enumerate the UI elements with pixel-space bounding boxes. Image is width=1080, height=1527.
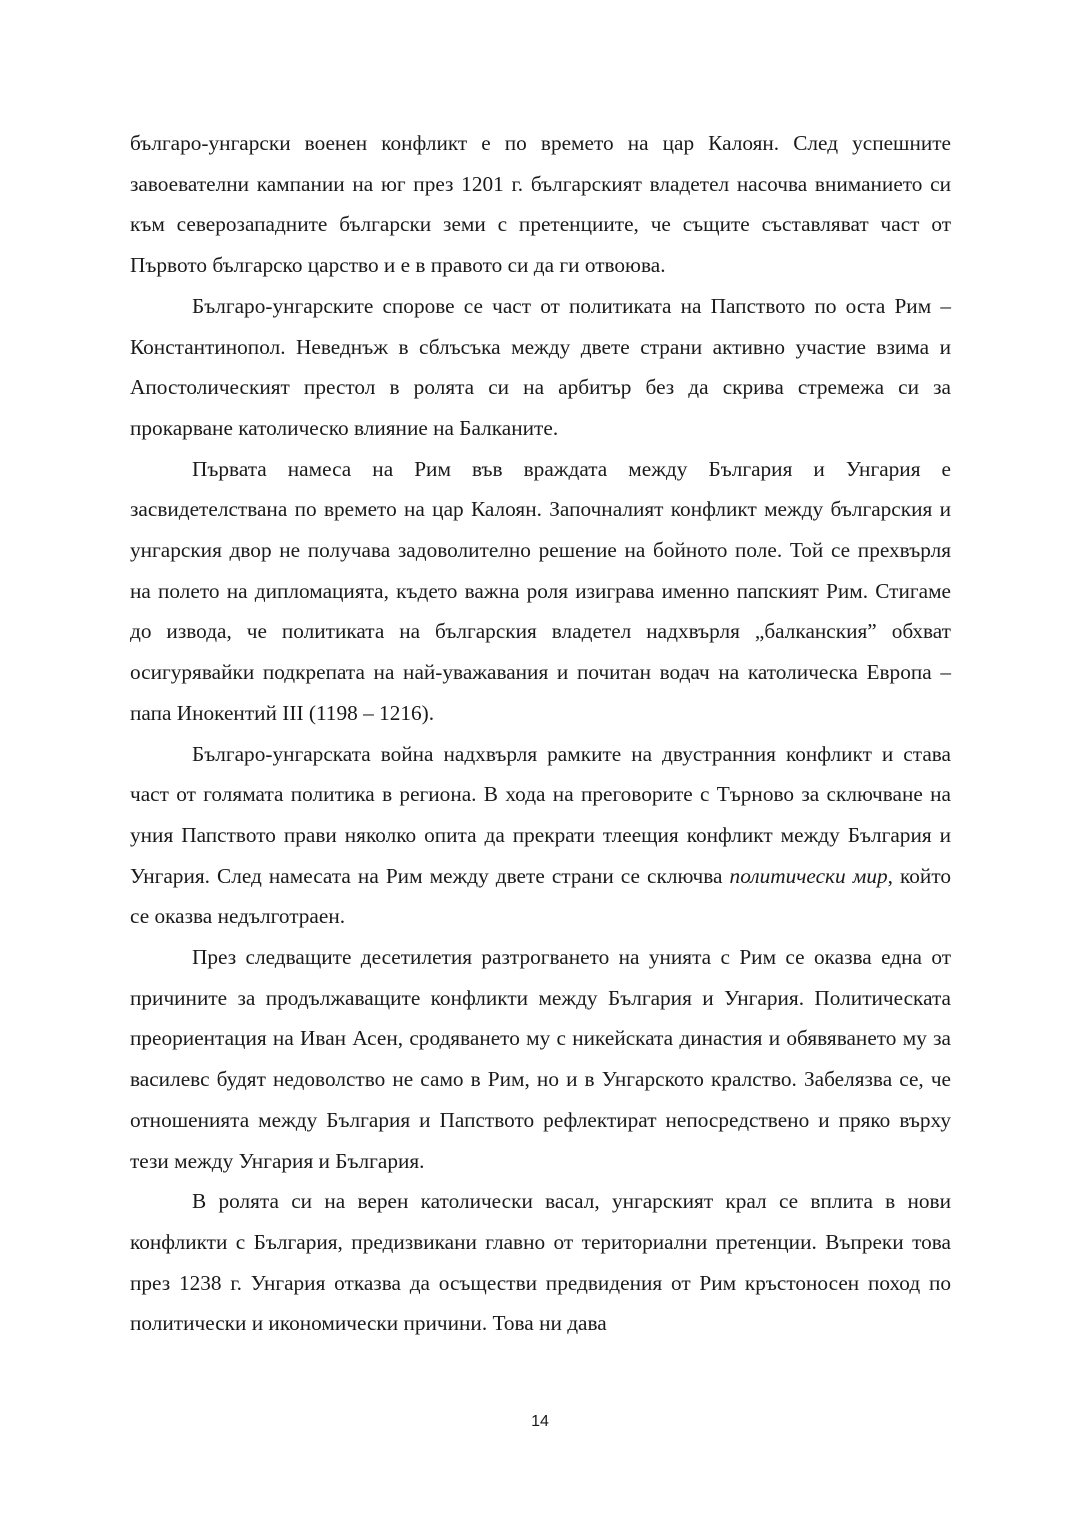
- paragraph-4-italic-phrase: политически мир: [729, 863, 888, 888]
- paragraph-4-text-end: , който се оказва недълготраен.: [130, 863, 951, 929]
- paragraph-4-text-start: Българо-унгарската война надхвърля рамките на двустранния конфликт и става част от голямата политика в региона. В хода на преговорите с Търново за сключване на уния Папството прави няколко опита да прекрати тлеещия конфликт между България и Унгария. След намесата на Рим между двете страни се сключва: [130, 741, 951, 888]
- paragraph-6: В ролята си на верен католически васал, унгарският крал се вплита в нови конфликти с България, предизвикани главно от териториални претенции. Въпреки това през 1238 г. Унгария отказва да осъществи предвидения от Рим кръстоносен поход по политически и икономически причини. Това ни дава: [130, 1189, 951, 1336]
- paragraph-1: българо-унгарски военен конфликт е по времето на цар Калоян. След успешните завоевателни кампании на юг през 1201 г. българският владетел насочва вниманието си към северозападните български земи с претенциите, че същите съставляват част от Първото българско царство и е в правото си да ги отвоюва.: [130, 131, 951, 278]
- paragraph-3: Първата намеса на Рим във враждата между България и Унгария е засвидетелствана по времето на цар Калоян. Започналият конфликт между българския и унгарския двор не получава задоволително решение на бойното поле. Той се прехвърля на полето на дипломацията, където важна роля изиграва именно папският Рим. Стигаме до извода, че политиката на българския владетел надхвърля „балканския” обхват осигурявайки подкрепата на най-уважавания и почитан водач на католическа Европа – папа Инокентий III (1198 – 1216).: [130, 456, 951, 725]
- page-number: 14: [531, 1413, 549, 1430]
- paragraph-5: През следващите десетилетия разтрогването на унията с Рим се оказва една от причините за продължаващите конфликти между България и Унгария. Политическата преориентация на Иван Асен, сродяването му с никейската династия и обявяването му за василевс будят недоволство не само в Рим, но и в Унгарското кралство. Забелязва се, че отношенията между България и Папството рефлектират непосредствено и пряко върху тези между Унгария и България.: [130, 945, 951, 1173]
- paragraph-4: [130, 734, 951, 938]
- body-text: [130, 123, 951, 1344]
- paragraph-2: Българо-унгарските спорове се част от политиката на Папството по оста Рим – Константинопол. Неведнъж в сблъсъка между двете страни активно участие взима и Апостолическият престол в ролята си на арбитър без да скрива стремежа си за прокарване католическо влияние на Балканите.: [130, 293, 951, 440]
